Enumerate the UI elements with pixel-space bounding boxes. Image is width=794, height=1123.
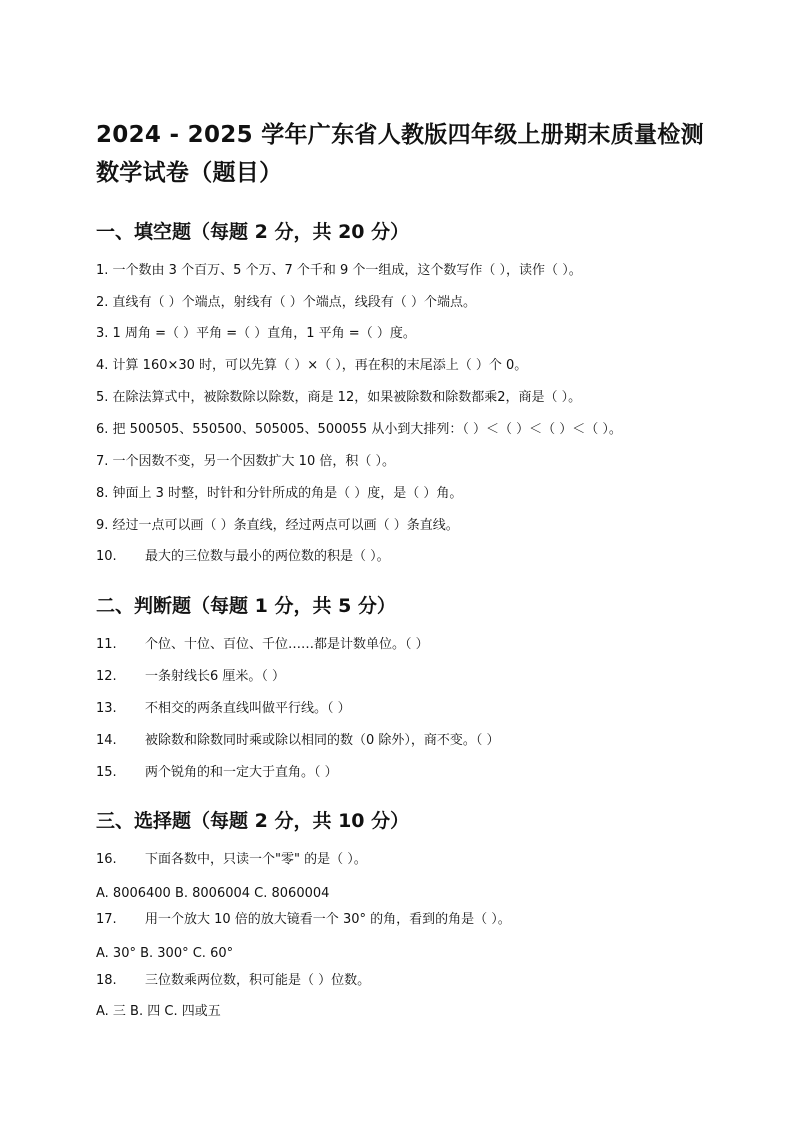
- question-12: [96, 668, 736, 686]
- question-number: 6.: [96, 422, 109, 437]
- section-heading-true-false: 二、判断题（每题 1 分，共 5 分）: [96, 595, 396, 617]
- question-18: [96, 972, 736, 990]
- question-6: [96, 421, 736, 439]
- question-5: [96, 389, 736, 407]
- question-11: [96, 636, 736, 654]
- exam-title-line-2: 数学试卷（题目）: [96, 160, 283, 186]
- question-text: 1 周角 =（ ）平角 =（ ）直角，1 平角 =（ ）度。: [112, 326, 416, 341]
- question-8: [96, 485, 736, 503]
- question-7: [96, 453, 736, 471]
- question-text: 在除法算式中，被除数除以除数，商是 12，如果被除数和除数都乘2，商是（ ）。: [112, 390, 582, 405]
- question-number: 18.: [96, 973, 117, 988]
- question-4: [96, 357, 736, 375]
- exam-title-line-1: 2024 - 2025 学年广东省人教版四年级上册期末质量检测: [96, 122, 704, 148]
- question-number: 9.: [96, 518, 109, 533]
- question-3: [96, 325, 736, 343]
- question-15: [96, 764, 736, 782]
- question-9: [96, 517, 736, 535]
- question-text: 钟面上 3 时整，时针和分针所成的角是（ ）度，是（ ）角。: [112, 486, 463, 501]
- question-number: 4.: [96, 358, 109, 373]
- question-1: [96, 262, 736, 280]
- question-text: 用一个放大 10 倍的放大镜看一个 30° 的角，看到的角是（ ）。: [145, 912, 511, 927]
- question-14: [96, 732, 736, 750]
- question-text: 不相交的两条直线叫做平行线。（ ）: [145, 701, 351, 716]
- question-text: 被除数和除数同时乘或除以相同的数（0 除外），商不变。（ ）: [145, 733, 500, 748]
- question-text: 最大的三位数与最小的两位数的积是（ ）。: [145, 549, 390, 564]
- section-heading-fill-in: 一、填空题（每题 2 分，共 20 分）: [96, 221, 410, 243]
- question-number: 11.: [96, 637, 117, 652]
- question-text: 一个因数不变，另一个因数扩大 10 倍，积（ ）。: [112, 454, 395, 469]
- question-number: 3.: [96, 326, 109, 341]
- question-number: 17.: [96, 912, 117, 927]
- question-number: 5.: [96, 390, 109, 405]
- question-number: 16.: [96, 852, 117, 867]
- question-text: 经过一点可以画（ ）条直线，经过两点可以画（ ）条直线。: [112, 518, 459, 533]
- question-16: [96, 851, 736, 869]
- question-17-options: A. 30° B. 300° C. 60°: [96, 946, 234, 961]
- question-text: 下面各数中，只读一个"零" 的是（ ）。: [145, 852, 367, 867]
- question-number: 2.: [96, 295, 109, 310]
- question-text: 两个锐角的和一定大于直角。（ ）: [145, 765, 338, 780]
- question-text: 直线有（ ）个端点，射线有（ ）个端点，线段有（ ）个端点。: [112, 295, 476, 310]
- question-text: 计算 160×30 时，可以先算（ ）×（ ），再在积的末尾添上（ ）个 0。: [112, 358, 528, 373]
- question-text: 把 500505、550500、505005、500055 从小到大排列：（ ）＜（ ）＜（ ）＜（ ）。: [112, 422, 622, 437]
- question-number: 1.: [96, 263, 109, 278]
- question-13: [96, 700, 736, 718]
- section-heading-multiple-choice: 三、选择题（每题 2 分，共 10 分）: [96, 810, 410, 832]
- question-text: 一条射线长6 厘米。（ ）: [145, 669, 286, 684]
- question-number: 13.: [96, 701, 117, 716]
- question-text: 一个数由 3 个百万、5 个万、7 个千和 9 个一组成，这个数写作（ ），读作（ ）。: [112, 263, 582, 278]
- question-number: 7.: [96, 454, 109, 469]
- question-number: 12.: [96, 669, 117, 684]
- question-number: 10.: [96, 549, 117, 564]
- question-18-options: A. 三 B. 四 C. 四或五: [96, 1004, 221, 1019]
- question-text: 个位、十位、百位、千位……都是计数单位。（ ）: [145, 637, 429, 652]
- question-number: 14.: [96, 733, 117, 748]
- question-number: 8.: [96, 486, 109, 501]
- question-17: [96, 911, 736, 929]
- question-10: [96, 548, 736, 566]
- question-2: [96, 294, 736, 312]
- question-text: 三位数乘两位数，积可能是（ ）位数。: [145, 973, 371, 988]
- question-number: 15.: [96, 765, 117, 780]
- question-16-options: A. 8006400 B. 8006004 C. 8060004: [96, 886, 330, 901]
